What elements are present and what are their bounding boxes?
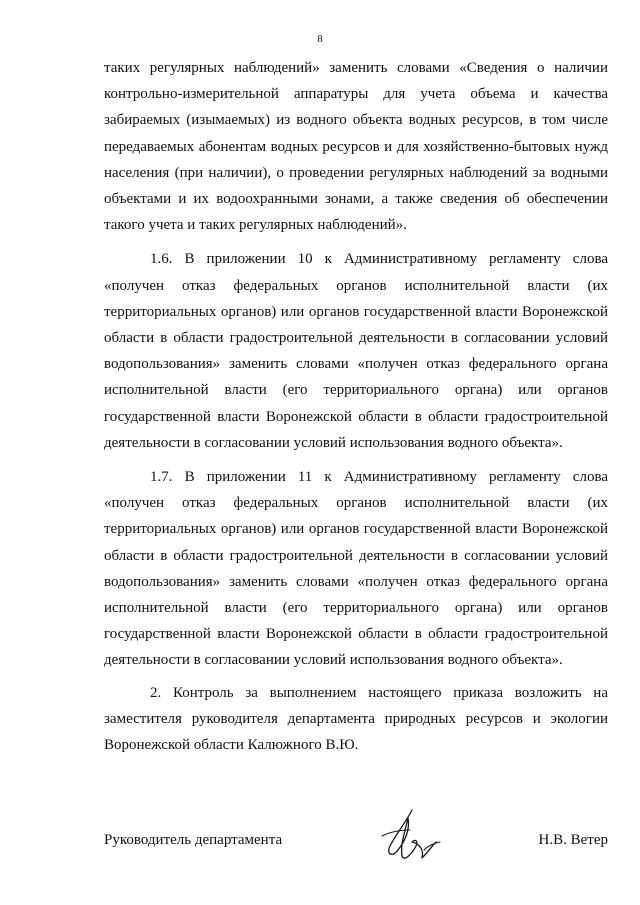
paragraph-1-6: 1.6. В приложении 10 к Административному регламенту слова «получен отказ федеральных органов исполнительной власти (их территориальных органов) или органов государственной власти Воронежской области в области градостроительной деятельности в согласовании условий водопользования» заменить словами «получен отказ федерального органа исполнительной власти (его территориального органа) или органов государственной власти Воронежской области в области градостроительной деятельности в согласовании условий использования водного объекта». — [104, 251, 608, 451]
paragraph-continuation: таких регулярных наблюдений» заменить словами «Сведения о наличии контрольно-измерительной аппаратуры для учета объема и качества забираемых (изымаемых) из водного объекта водных ресурсов, в том числе передаваемых абонентам водных ресурсов и для хозяйственно-бытовых нужд населения (при наличии), о проведении регулярных наблюдений за водными объектами и их водоохранными зонами, а также сведения об обеспечении такого учета и таких регулярных наблюдений». — [104, 60, 608, 234]
paragraph-1-7: 1.7. В приложении 11 к Административному регламенту слова «получен отказ федеральных органов исполнительной власти (их территориальных органов) или органов государственной власти Воронежской области в области градостроительной деятельности в согласовании условий водопользования» заменить словами «получен отказ федерального органа исполнительной власти (его территориального органа) или органов государственной власти Воронежской области в области градостроительной деятельности в согласовании условий использования водного объекта». — [104, 469, 608, 669]
document-body — [104, 55, 608, 758]
page-number: 8 — [317, 33, 323, 45]
paragraph-2: 2. Контроль за выполнением настоящего приказа возложить на заместителя руководителя департамента природных ресурсов и экологии Воронежской области Калюжного В.Ю. — [104, 684, 608, 754]
handwritten-signature — [366, 806, 458, 864]
signature-block — [104, 808, 608, 868]
signer-name: Н.В. Ветер — [538, 832, 608, 848]
signer-title: Руководитель департамента — [104, 832, 283, 848]
